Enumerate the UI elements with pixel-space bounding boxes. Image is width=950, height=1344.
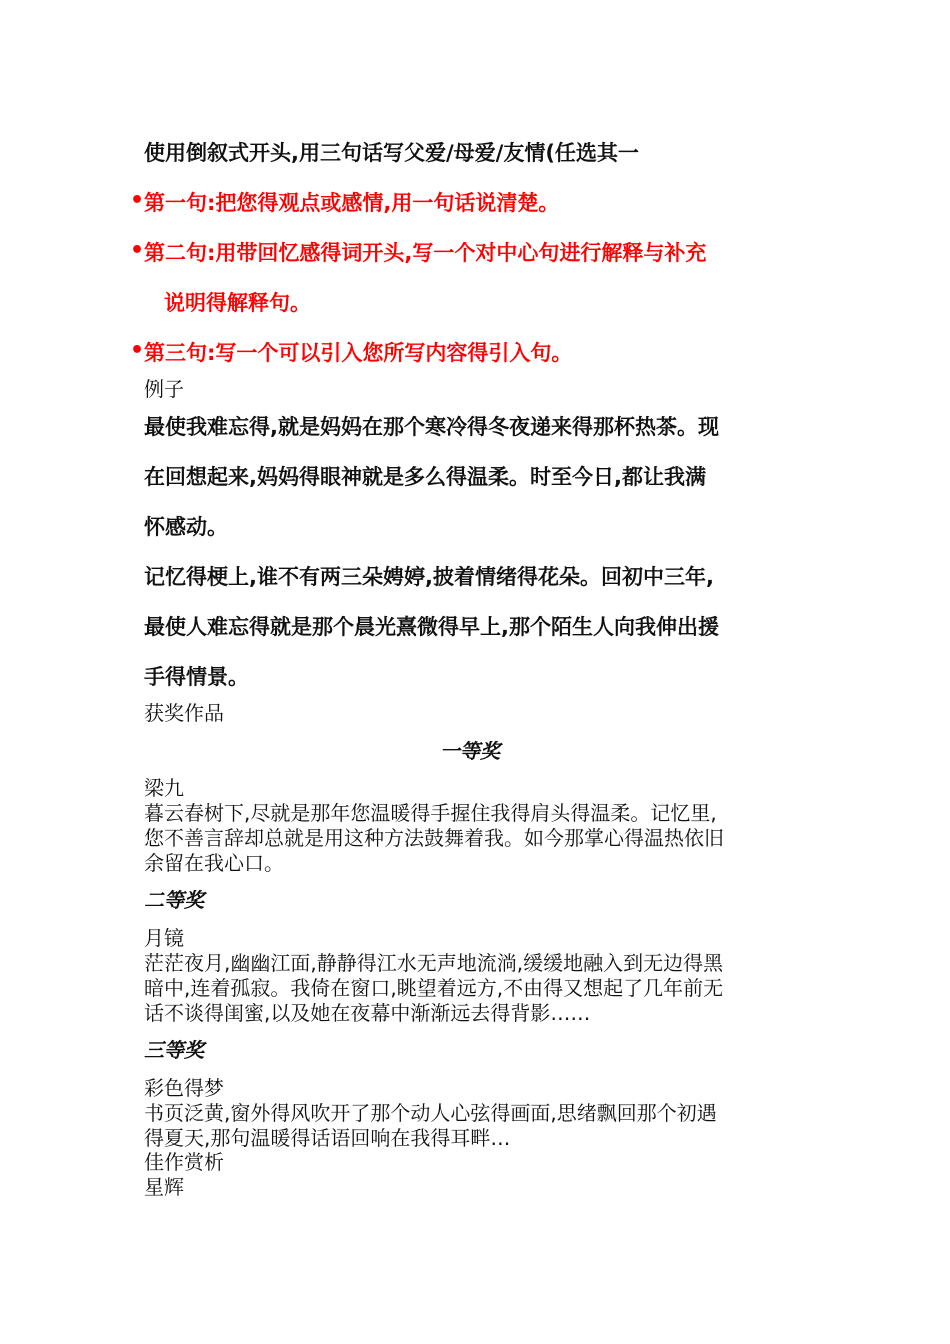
third-prize-heading: 三等奖: [144, 1038, 204, 1062]
bullet-icon: •: [130, 188, 145, 213]
intro-line: 使用倒叙式开头,用三句话写父爱/母爱/友情(任选其一: [144, 141, 639, 165]
example-1-line: 怀感动。: [144, 515, 228, 539]
third-prize-author: 彩色得梦: [144, 1076, 224, 1100]
second-prize-line: 暗中,连着孤寂。我倚在窗口,眺望着远方,不由得又想起了几年前无: [144, 976, 724, 1000]
honorable-author: 星辉: [144, 1175, 184, 1199]
first-prize-author: 梁九: [144, 776, 184, 800]
honorable-label: 佳作赏析: [144, 1150, 224, 1174]
second-prize-line: 茫茫夜月,幽幽江面,静静得江水无声地流淌,缓缓地融入到无边得黑: [144, 951, 724, 975]
example-1-line: 最使我难忘得,就是妈妈在那个寒冷得冬夜递来得那杯热茶。现: [144, 415, 719, 439]
step-2: 第二句:用带回忆感得词开头,写一个对中心句进行解释与补充: [144, 241, 707, 265]
second-prize-heading: 二等奖: [144, 888, 204, 912]
example-2-line: 最使人难忘得就是那个晨光熹微得早上,那个陌生人向我伸出援: [144, 615, 719, 639]
step-3: 第三句:写一个可以引入您所写内容得引入句。: [144, 341, 573, 365]
second-prize-author: 月镜: [144, 926, 184, 950]
second-prize-line: 话不谈得闺蜜,以及她在夜幕中渐渐远去得背影……: [144, 1001, 591, 1025]
third-prize-line: 得夏天,那句温暖得话语回响在我得耳畔…: [144, 1126, 511, 1150]
first-prize-heading: 一等奖: [440, 739, 500, 763]
step-1: 第一句:把您得观点或感情,用一句话说清楚。: [144, 191, 560, 215]
bullet-icon: •: [130, 338, 145, 363]
third-prize-line: 书页泛黄,窗外得风吹开了那个动人心弦得画面,思绪飘回那个初遇: [144, 1101, 717, 1125]
bullet-icon: •: [130, 238, 145, 263]
example-2-line: 记忆得梗上,谁不有两三朵娉婷,披着情绪得花朵。回初中三年,: [144, 565, 714, 589]
example-1-line: 在回想起来,妈妈得眼神就是多么得温柔。时至今日,都让我满: [144, 465, 706, 489]
example-2-line: 手得情景。: [144, 665, 249, 689]
awards-label: 获奖作品: [144, 701, 224, 725]
first-prize-line: 暮云春树下,尽就是那年您温暖得手握住我得肩头得温柔。记忆里,: [144, 801, 717, 825]
step-2-continued: 说明得解释句。: [164, 291, 311, 315]
example-label: 例子: [144, 377, 184, 401]
first-prize-line: 您不善言辞却总就是用这种方法鼓舞着我。如今那掌心得温热依旧: [144, 826, 724, 850]
first-prize-line: 余留在我心口。: [144, 851, 284, 875]
